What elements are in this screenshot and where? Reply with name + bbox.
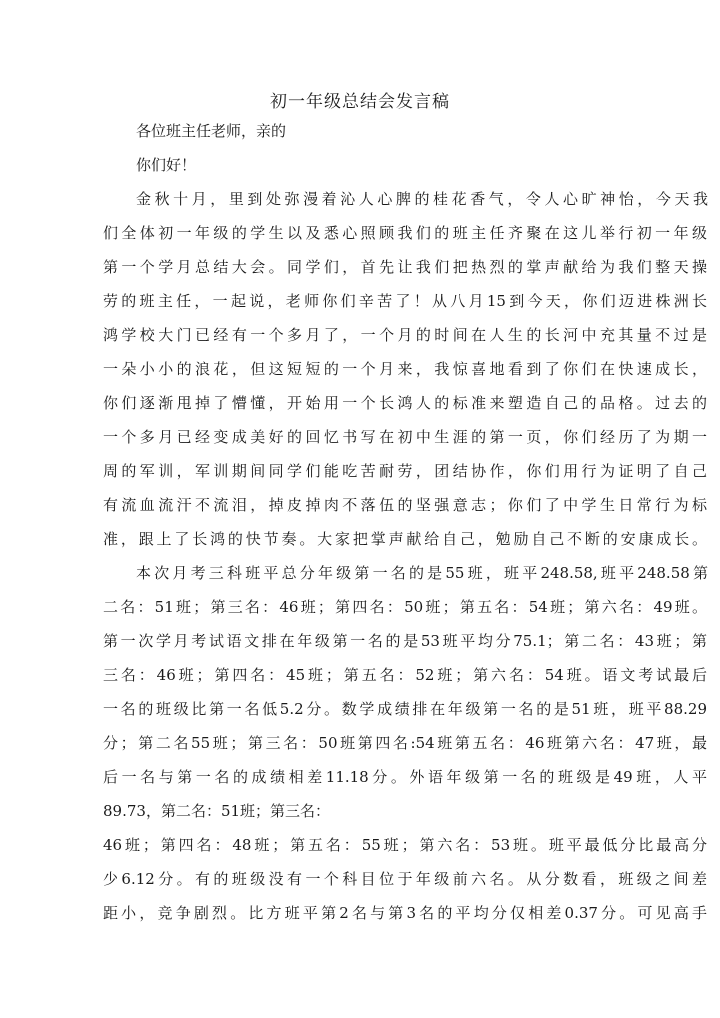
paragraph-line: 一朵小小的浪花，但这短短的一个月来，我惊喜地看到了你们在快速成长， <box>103 360 707 378</box>
greeting-line: 你们好！ <box>136 156 197 174</box>
paragraph-line: 金秋十月，里到处弥漫着沁人心脾的桂花香气，令人心旷神怡，今天我 <box>136 190 708 208</box>
paragraph-line: 一个多月已经变成美好的回忆书写在初中生涯的第一页，你们经历了为期一 <box>103 428 707 446</box>
paragraph-line: 们全体初一年级的学生以及悉心照顾我们的班主任齐聚在这儿举行初一年级 <box>103 224 707 242</box>
paragraph-line: 46班；第四名：48班；第五名：55班；第六名：53班。班平最低分比最高分 <box>103 836 707 854</box>
paragraph-line: 你们逐渐甩掉了懵懂，开始用一个长鸿人的标准来塑造自己的品格。过去的 <box>103 394 707 412</box>
paragraph-line: 第一次学月考试语文排在年级第一名的是53班平均分75.1；第二名：43班；第 <box>103 632 707 650</box>
document-title: 初一年级总结会发言稿 <box>270 92 450 112</box>
paragraph-line: 后一名与第一名的成绩相差11.18分。外语年级第一名的班级是49班，人平 <box>103 768 707 786</box>
paragraph-line: 鸿学校大门已经有一个多月了，一个月的时间在人生的长河中充其量不过是 <box>103 326 707 344</box>
paragraph-line: 本次月考三科班平总分年级第一名的是55班，班平248.58,班平248.58第 <box>136 564 708 582</box>
paragraph-line: 距小，竞争剧烈。比方班平第2名与第3名的平均分仅相差0.37分。可见高手 <box>103 904 707 922</box>
paragraph-line: 准，跟上了长鸿的快节奏。大家把掌声献给自己，勉励自己不断的安康成长。 <box>103 530 707 548</box>
paragraph-line: 有流血流汗不流泪，掉皮掉肉不落伍的坚强意志；你们了中学生日常行为标 <box>103 496 707 514</box>
salutation-line: 各位班主任老师，亲的 <box>136 122 287 140</box>
paragraph-line: 第一个学月总结大会。同学们，首先让我们把热烈的掌声献给为我们整天操 <box>103 258 707 276</box>
paragraph-line: 周的军训，军训期间同学们能吃苦耐劳，团结协作，你们用行为证明了自己 <box>103 462 707 480</box>
paragraph-line: 分；第二名55班；第三名：50班第四名:54班第五名：46班第六名：47班，最 <box>103 734 707 752</box>
paragraph-line: 少6.12分。有的班级没有一个科目位于年级前六名。从分数看，班级之间差 <box>103 870 707 888</box>
paragraph-line: 二名：51班；第三名：46班；第四名：50班；第五名：54班；第六名：49班。 <box>103 598 707 616</box>
paragraph-line: 三名：46班；第四名：45班；第五名：52班；第六名：54班。语文考试最后 <box>103 666 707 684</box>
paragraph-line: 89.73，第二名：51班；第三名： <box>103 802 331 820</box>
paragraph-line: 劳的班主任，一起说，老师你们辛苦了！从八月15到今天，你们迈进株洲长 <box>103 292 707 310</box>
paragraph-line: 一名的班级比第一名低5.2分。数学成绩排在年级第一名的是51班，班平88.29 <box>103 700 707 718</box>
